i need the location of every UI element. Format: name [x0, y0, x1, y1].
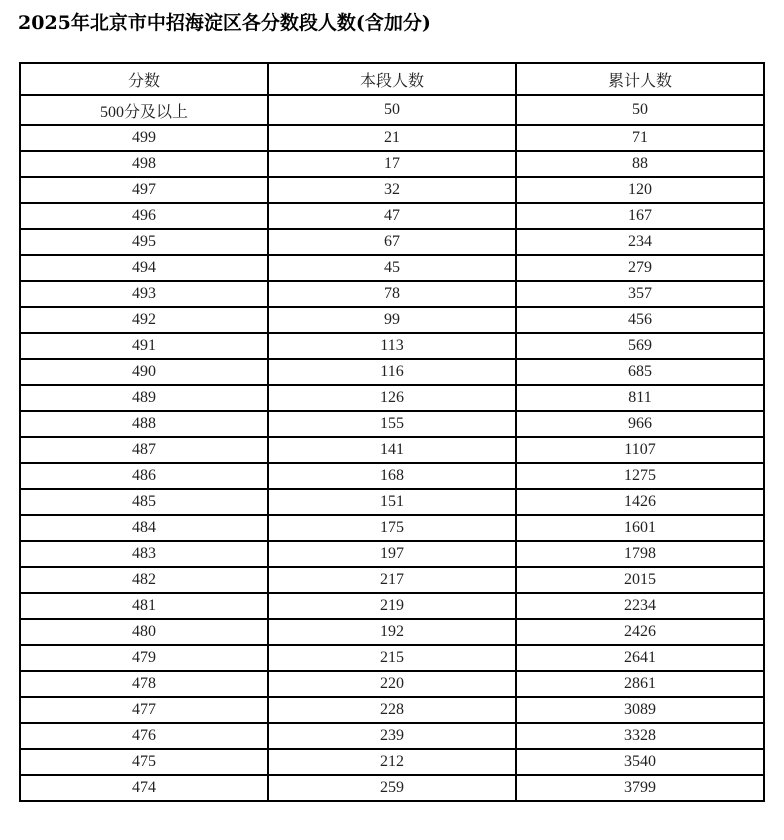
score-cell: 492: [20, 307, 268, 333]
table-row: [20, 255, 764, 281]
table-row: [20, 151, 764, 177]
cumulative-count-cell: 966: [516, 411, 764, 437]
score-cell: 476: [20, 723, 268, 749]
table-row: [20, 411, 764, 437]
score-cell: 478: [20, 671, 268, 697]
column-header-score: 分数: [20, 63, 268, 95]
score-cell: 475: [20, 749, 268, 775]
segment-count-cell: 67: [268, 229, 516, 255]
segment-count-cell: 126: [268, 385, 516, 411]
cumulative-count-cell: 3328: [516, 723, 764, 749]
cumulative-count-cell: 167: [516, 203, 764, 229]
score-cell: 484: [20, 515, 268, 541]
score-cell: 497: [20, 177, 268, 203]
cumulative-count-cell: 456: [516, 307, 764, 333]
score-cell: 488: [20, 411, 268, 437]
segment-count-cell: 47: [268, 203, 516, 229]
table-row: [20, 567, 764, 593]
cumulative-count-cell: 120: [516, 177, 764, 203]
segment-count-cell: 175: [268, 515, 516, 541]
cumulative-count-cell: 2234: [516, 593, 764, 619]
segment-count-cell: 45: [268, 255, 516, 281]
segment-count-cell: 228: [268, 697, 516, 723]
table-row: [20, 307, 764, 333]
score-cell: 498: [20, 151, 268, 177]
score-cell: 499: [20, 125, 268, 151]
table-row: [20, 723, 764, 749]
segment-count-cell: 168: [268, 463, 516, 489]
table-body: [20, 95, 764, 801]
cumulative-count-cell: 811: [516, 385, 764, 411]
table-row: [20, 333, 764, 359]
score-cell: 493: [20, 281, 268, 307]
table-row: [20, 203, 764, 229]
cumulative-count-cell: 1426: [516, 489, 764, 515]
table-row: [20, 437, 764, 463]
column-header-cumulative-count: 累计人数: [516, 63, 764, 95]
segment-count-cell: 219: [268, 593, 516, 619]
cumulative-count-cell: 71: [516, 125, 764, 151]
score-cell: 496: [20, 203, 268, 229]
table-row: [20, 125, 764, 151]
cumulative-count-cell: 2426: [516, 619, 764, 645]
cumulative-count-cell: 569: [516, 333, 764, 359]
table-row: [20, 749, 764, 775]
score-cell: 485: [20, 489, 268, 515]
table-row: [20, 515, 764, 541]
table-row: [20, 385, 764, 411]
table-row: [20, 645, 764, 671]
column-header-segment-count: 本段人数: [268, 63, 516, 95]
cumulative-count-cell: 88: [516, 151, 764, 177]
cumulative-count-cell: 1107: [516, 437, 764, 463]
cumulative-count-cell: 2015: [516, 567, 764, 593]
table-row: [20, 593, 764, 619]
segment-count-cell: 217: [268, 567, 516, 593]
segment-count-cell: 99: [268, 307, 516, 333]
table-row: [20, 671, 764, 697]
score-cell: 486: [20, 463, 268, 489]
score-cell: 489: [20, 385, 268, 411]
segment-count-cell: 116: [268, 359, 516, 385]
segment-count-cell: 192: [268, 619, 516, 645]
score-cell: 487: [20, 437, 268, 463]
cumulative-count-cell: 3089: [516, 697, 764, 723]
segment-count-cell: 141: [268, 437, 516, 463]
table-row: [20, 489, 764, 515]
segment-count-cell: 78: [268, 281, 516, 307]
table-row: [20, 95, 764, 125]
segment-count-cell: 50: [268, 95, 516, 125]
cumulative-count-cell: 1275: [516, 463, 764, 489]
cumulative-count-cell: 357: [516, 281, 764, 307]
segment-count-cell: 151: [268, 489, 516, 515]
cumulative-count-cell: 2641: [516, 645, 764, 671]
segment-count-cell: 259: [268, 775, 516, 801]
cumulative-count-cell: 50: [516, 95, 764, 125]
score-cell: 494: [20, 255, 268, 281]
table-row: [20, 281, 764, 307]
cumulative-count-cell: 279: [516, 255, 764, 281]
segment-count-cell: 155: [268, 411, 516, 437]
score-cell: 491: [20, 333, 268, 359]
score-cell: 500分及以上: [20, 95, 268, 125]
score-cell: 490: [20, 359, 268, 385]
segment-count-cell: 197: [268, 541, 516, 567]
score-cell: 495: [20, 229, 268, 255]
cumulative-count-cell: 3540: [516, 749, 764, 775]
table-row: [20, 177, 764, 203]
score-cell: 483: [20, 541, 268, 567]
table-row: [20, 229, 764, 255]
score-distribution-table: [19, 62, 765, 802]
segment-count-cell: 32: [268, 177, 516, 203]
score-cell: 479: [20, 645, 268, 671]
page-title: 2025年北京市中招海淀区各分数段人数(含加分): [18, 12, 431, 34]
cumulative-count-cell: 1601: [516, 515, 764, 541]
table-row: [20, 541, 764, 567]
segment-count-cell: 17: [268, 151, 516, 177]
score-cell: 474: [20, 775, 268, 801]
segment-count-cell: 239: [268, 723, 516, 749]
segment-count-cell: 215: [268, 645, 516, 671]
table-row: [20, 775, 764, 801]
table-row: [20, 463, 764, 489]
table-row: [20, 359, 764, 385]
segment-count-cell: 220: [268, 671, 516, 697]
score-cell: 481: [20, 593, 268, 619]
cumulative-count-cell: 2861: [516, 671, 764, 697]
cumulative-count-cell: 685: [516, 359, 764, 385]
table-header-row: [20, 63, 764, 95]
score-cell: 477: [20, 697, 268, 723]
score-cell: 480: [20, 619, 268, 645]
segment-count-cell: 212: [268, 749, 516, 775]
table-row: [20, 697, 764, 723]
cumulative-count-cell: 3799: [516, 775, 764, 801]
cumulative-count-cell: 1798: [516, 541, 764, 567]
cumulative-count-cell: 234: [516, 229, 764, 255]
segment-count-cell: 113: [268, 333, 516, 359]
segment-count-cell: 21: [268, 125, 516, 151]
table-row: [20, 619, 764, 645]
score-cell: 482: [20, 567, 268, 593]
